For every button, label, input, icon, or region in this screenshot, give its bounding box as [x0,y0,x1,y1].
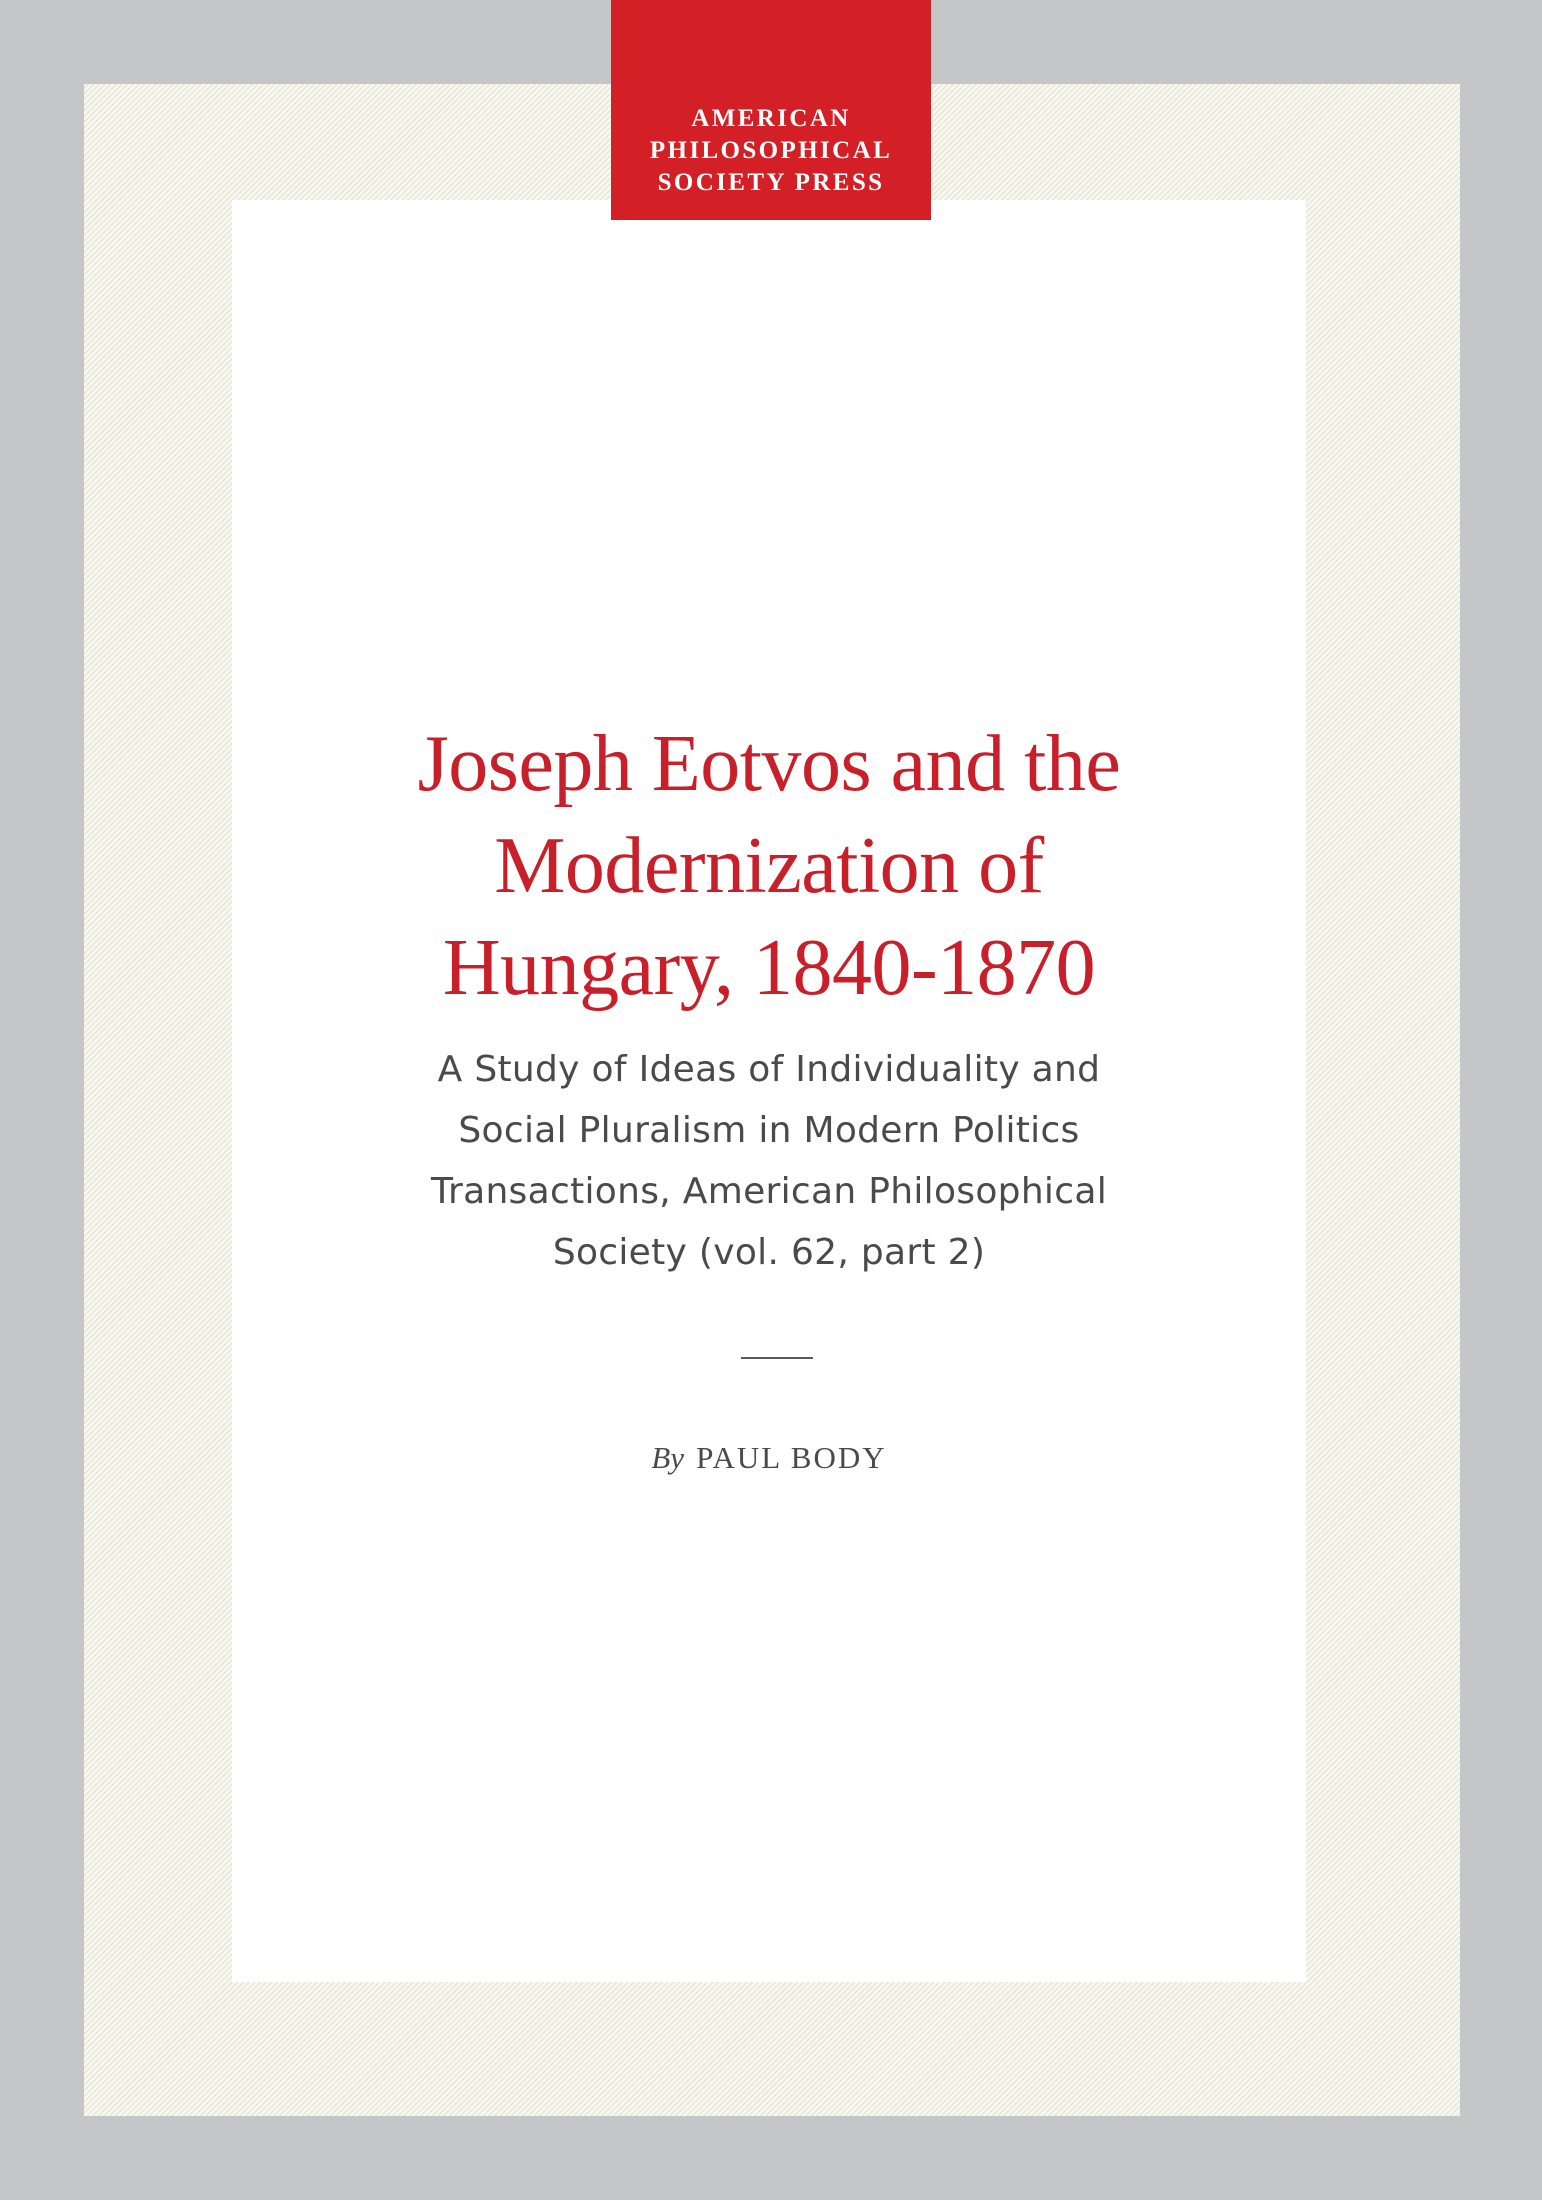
book-title [232,713,1306,1019]
byline [232,1440,1306,1476]
publisher-line-2: PHILOSOPHICAL [649,137,893,164]
publisher-line-3: SOCIETY PRESS [657,169,885,196]
byline-prefix: By [651,1440,685,1475]
title-line-1: Joseph Eotvos and the [417,720,1121,808]
subtitle-line-2: Social Pluralism in Modern Politics [458,1110,1080,1151]
publisher-logo [611,0,931,220]
author-name: PAUL BODY [696,1440,887,1475]
title-line-3: Hungary, 1840-1870 [442,924,1096,1012]
publisher-line-1: AMERICAN [691,105,851,132]
divider-rule [741,1357,813,1359]
title-line-2: Modernization of [494,822,1044,910]
subtitle-line-1: A Study of Ideas of Individuality and [437,1049,1101,1090]
book-subtitle [232,1039,1306,1283]
subtitle-line-3: Transactions, American Philosophical [430,1171,1107,1212]
subtitle-line-4: Society (vol. 62, part 2) [552,1232,986,1273]
